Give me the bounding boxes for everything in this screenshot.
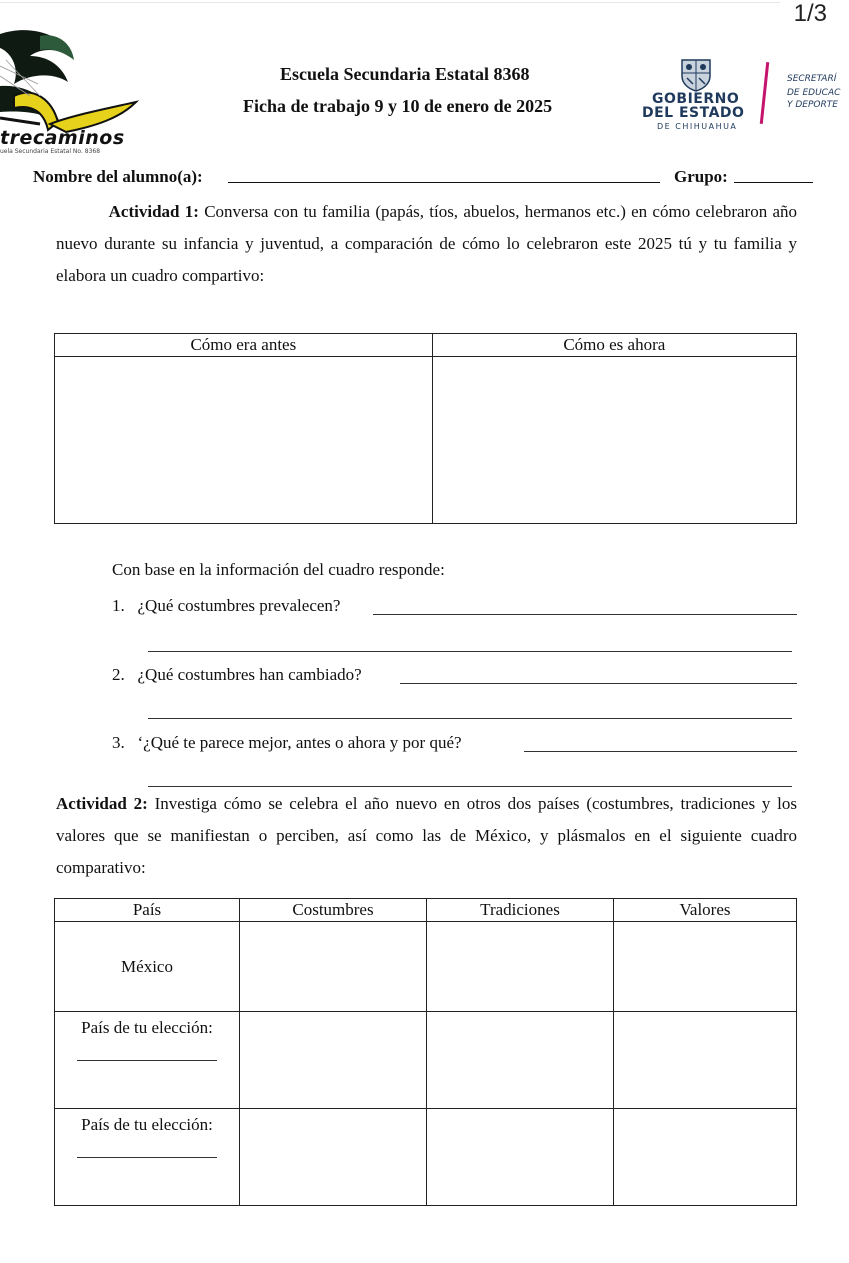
activity2-paragraph — [56, 788, 797, 884]
page-counter: 1/3 — [793, 0, 827, 27]
activity2-title: Actividad 2: — [56, 794, 148, 813]
comparison-table-2 — [54, 898, 797, 1206]
group-label: Grupo: — [674, 167, 728, 186]
activity1-text: Conversa con tu familia (papás, tíos, abuelos, hermanos etc.) en cómo celebraron año nuevo durante su infancia y juventud, a comparación de cómo lo celebraron este 2025 tú y tu familia y elabora un cuadro compartivo: — [56, 202, 797, 285]
table2-cell[interactable] — [614, 1012, 797, 1109]
questions-intro: Con base en la información del cuadro responde: — [112, 560, 445, 579]
table2-cell[interactable] — [427, 922, 614, 1012]
question-2: 2. ¿Qué costumbres han cambiado? — [112, 665, 362, 684]
table2-cell[interactable] — [614, 1109, 797, 1206]
gov-logo-divider — [760, 62, 769, 124]
gov-logo-line3: DE CHIHUAHUA — [657, 122, 738, 131]
country-blank-line[interactable] — [77, 1060, 217, 1061]
country-blank-line[interactable] — [77, 1157, 217, 1158]
gov-logo-line1: GOBIERNO — [652, 91, 740, 107]
table2-header-values: Valores — [614, 899, 797, 922]
answer-2-line-1[interactable] — [400, 683, 797, 684]
table2-country-choice-2 — [55, 1109, 240, 1206]
gov-logo-line2: DEL ESTADO — [642, 105, 745, 121]
activity2-text: Investiga cómo se celebra el año nuevo en otros dos países (costumbres, tradiciones y los valores que se manifiestan o perciben, así como las de México, y plásmalos en el siguiente cuadro comparativo: — [56, 794, 798, 877]
group-field[interactable] — [734, 182, 813, 183]
secretaria-line3: Y DEPORTE — [787, 100, 838, 110]
table2-cell[interactable] — [614, 922, 797, 1012]
answer-1-line-1[interactable] — [373, 614, 797, 615]
country-label: México — [121, 956, 173, 976]
comparison-table-1 — [54, 333, 797, 524]
table2-cell[interactable] — [240, 922, 427, 1012]
answer-2-line-2[interactable] — [148, 718, 792, 719]
school-name: Escuela Secundaria Estatal 8368 — [280, 64, 530, 84]
activity1-paragraph — [56, 196, 797, 292]
answer-1-line-2[interactable] — [148, 651, 792, 652]
school-logo-subtitle: uela Secundaria Estatal No. 8368 — [0, 148, 101, 155]
question-1: 1. ¿Qué costumbres prevalecen? — [112, 596, 341, 615]
table-row — [55, 1109, 797, 1206]
table-row — [55, 922, 797, 1012]
table2-cell[interactable] — [240, 1012, 427, 1109]
secretaria-line1: SECRETARÍ — [787, 74, 837, 84]
table2-header-customs: Costumbres — [240, 899, 427, 922]
country-label: País de tu elección: — [81, 1018, 213, 1037]
table2-country-choice-1 — [55, 1012, 240, 1109]
activity1-title: Actividad 1: — [108, 202, 199, 221]
student-name-field[interactable] — [228, 182, 660, 183]
table2-cell[interactable] — [240, 1109, 427, 1206]
question-3: 3. ‘¿Qué te parece mejor, antes o ahora y por qué? — [112, 733, 462, 752]
top-divider — [0, 2, 780, 3]
table1-cell-before[interactable] — [55, 357, 433, 524]
table-row — [55, 1012, 797, 1109]
table2-cell[interactable] — [427, 1012, 614, 1109]
answer-3-line-1[interactable] — [524, 751, 797, 752]
table1-header-now: Cómo es ahora — [432, 334, 796, 357]
coat-of-arms-icon — [679, 56, 713, 92]
table2-country-mexico — [55, 922, 240, 1012]
answer-3-line-2[interactable] — [148, 786, 792, 787]
table2-header-traditions: Tradiciones — [427, 899, 614, 922]
table1-header-before: Cómo era antes — [55, 334, 433, 357]
school-logo-word: trecaminos — [0, 127, 125, 149]
secretaria-line2: DE EDUCAC — [787, 88, 841, 98]
table1-cell-now[interactable] — [432, 357, 796, 524]
country-label: País de tu elección: — [81, 1115, 213, 1134]
table2-cell[interactable] — [427, 1109, 614, 1206]
worksheet-title: Ficha de trabajo 9 y 10 de enero de 2025 — [243, 96, 553, 116]
table2-header-country: País — [55, 899, 240, 922]
student-name-label: Nombre del alumno(a): — [33, 167, 203, 186]
